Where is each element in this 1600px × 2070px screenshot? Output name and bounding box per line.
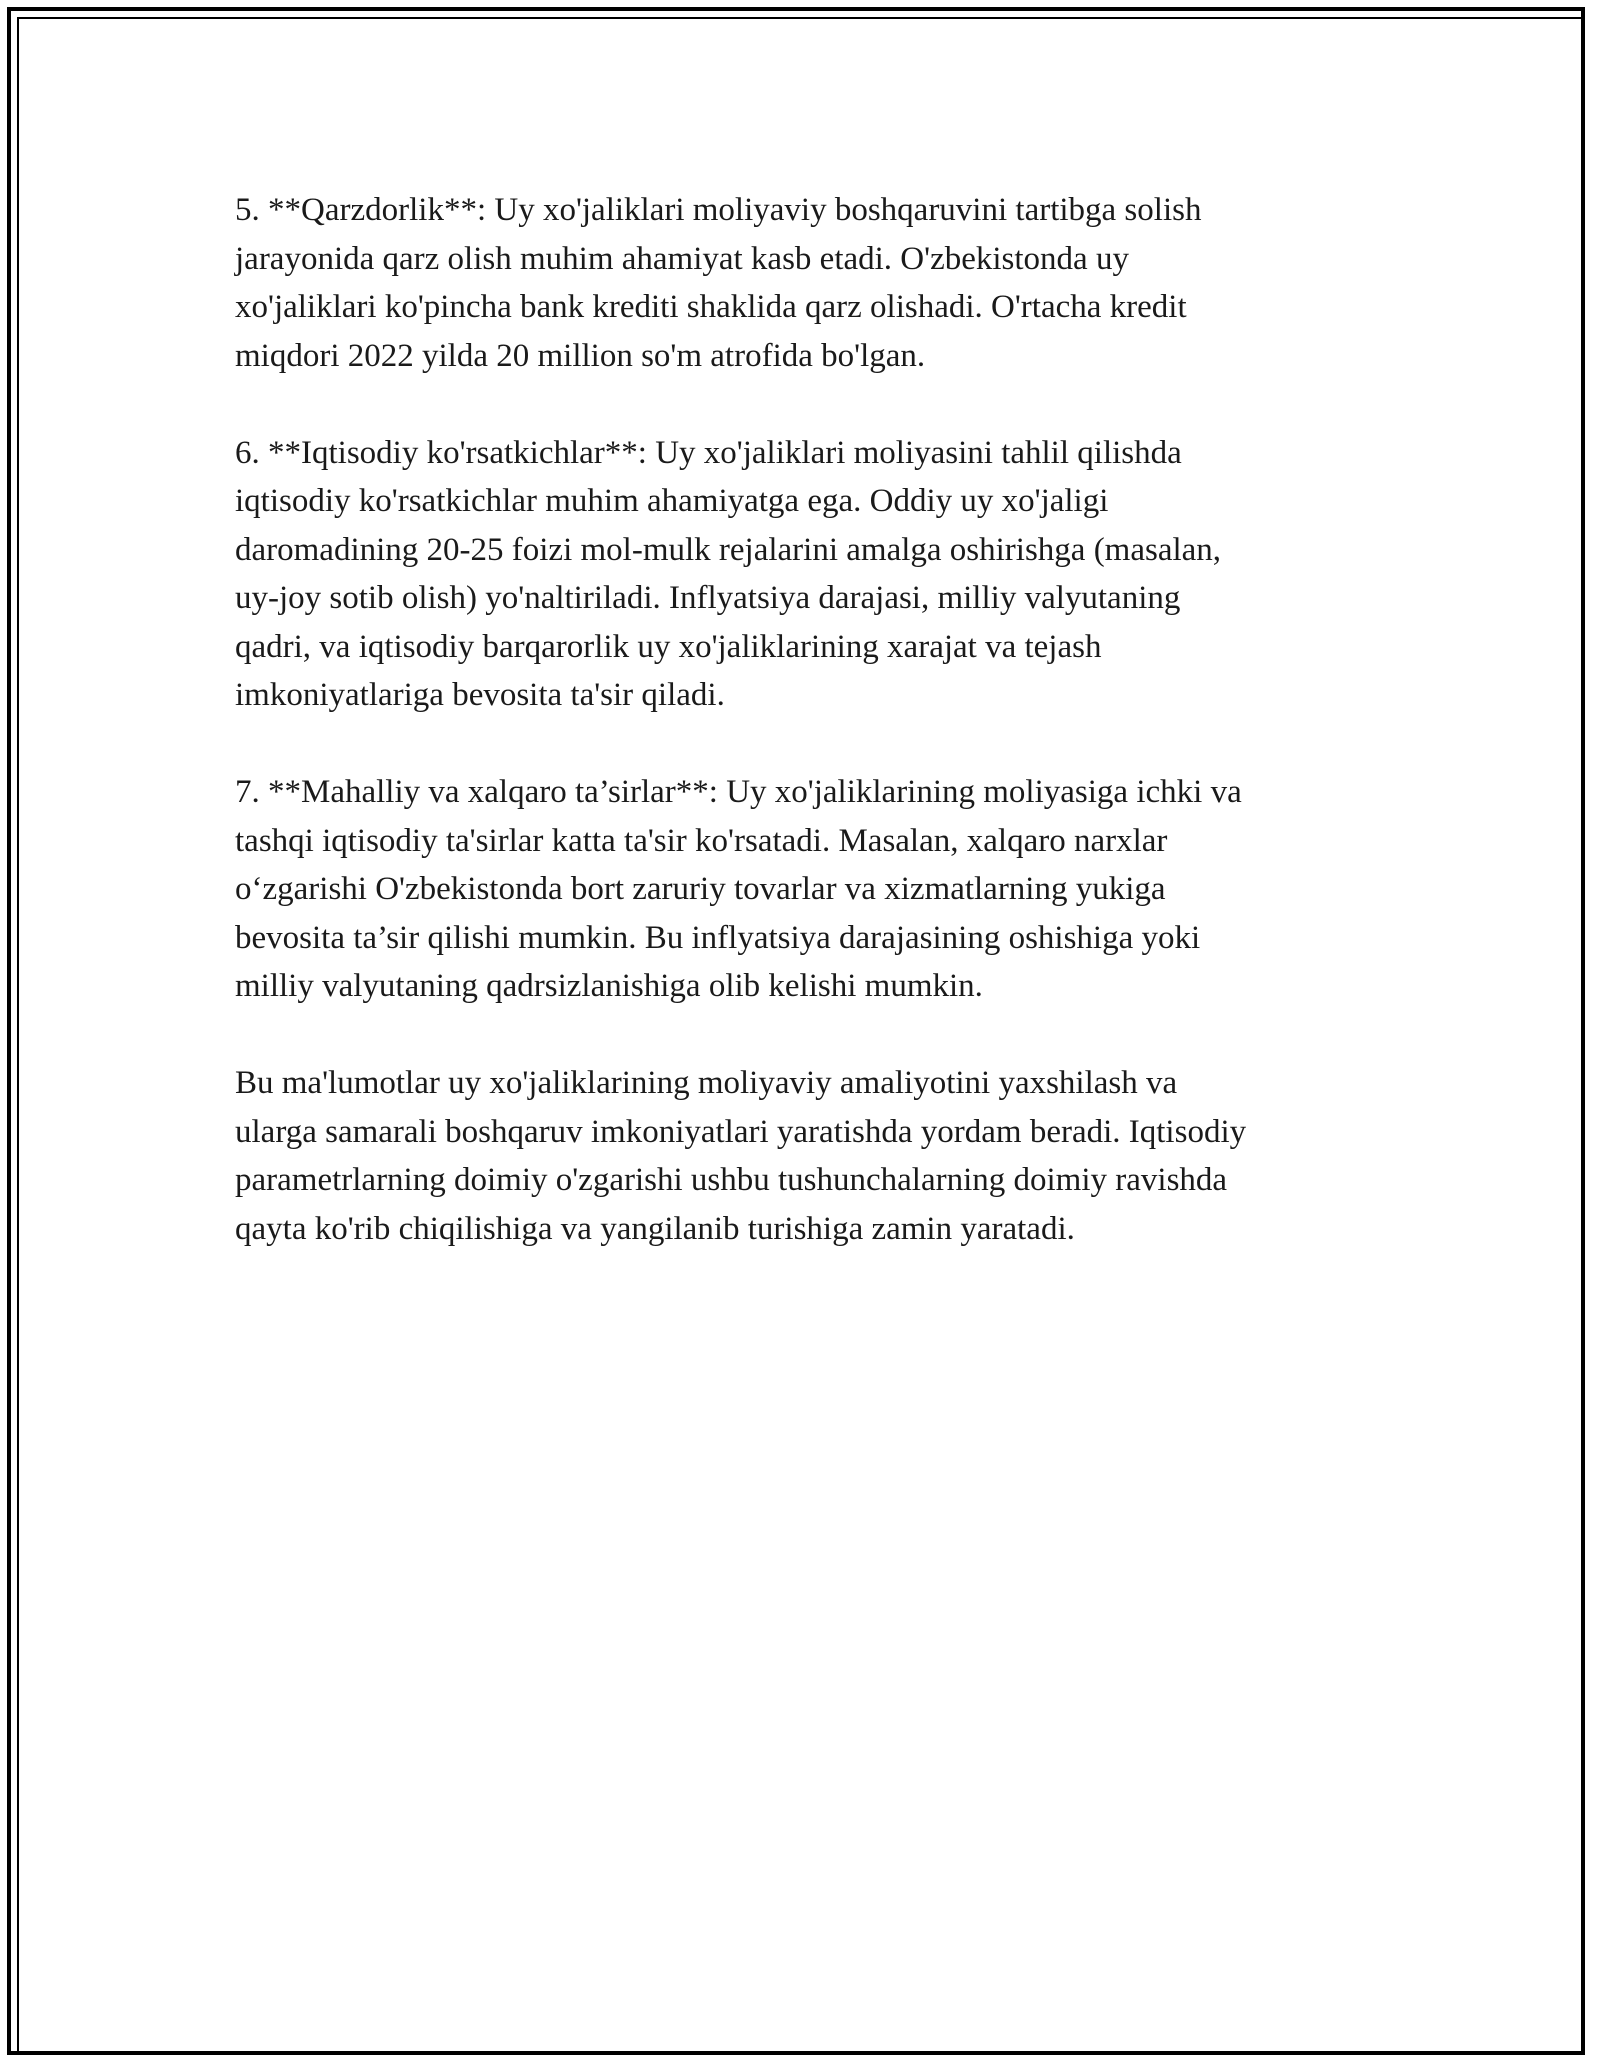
text-line: iqtisodiy ko'rsatkichlar muhim ahamiyatga ega. Oddiy uy xo'jaligi	[235, 483, 1109, 519]
text-line: ularga samarali boshqaruv imkoniyatlari yaratishda yordam beradi. Iqtisodiy	[235, 1113, 1247, 1150]
document-body	[235, 186, 1385, 1302]
text-line: jarayonida qarz olish muhim ahamiyat kasb etadi. O'zbekistonda uy	[235, 240, 1129, 277]
paragraph-mahalliy-xalqaro	[235, 768, 1385, 1011]
text-line: milliy valyutaning qadrsizlanishiga olib kelishi mumkin.	[235, 968, 983, 1004]
text-line: 7. **Mahalliy va xalqaro ta’sirlar**: Uy xo'jaliklarining moliyasiga ichki va	[235, 774, 1242, 810]
text-line: o‘zgarishi O'zbekistonda bort zaruriy tovarlar va xizmatlarning yukiga	[235, 871, 1166, 907]
text-line: xo'jaliklari ko'pincha bank krediti shaklida qarz olishadi. O'rtacha kredit	[235, 289, 1187, 325]
text-line: bevosita ta’sir qilishi mumkin. Bu inflyatsiya darajasining oshishiga yoki	[235, 919, 1201, 956]
text-line: 6. **Iqtisodiy ko'rsatkichlar**: Uy xo'jaliklari moliyasini tahlil qilishda	[235, 434, 1182, 471]
text-line: Bu ma'lumotlar uy xo'jaliklarining moliyaviy amaliyotini yaxshilash va	[235, 1065, 1178, 1101]
paragraph-conclusion	[235, 1059, 1385, 1253]
text-line: qadri, va iqtisodiy barqarorlik uy xo'jaliklarining xarajat va tejash	[235, 628, 1102, 665]
paragraph-iqtisodiy-korsatkichlar	[235, 429, 1385, 720]
text-line: 5. **Qarzdorlik**: Uy xo'jaliklari moliyaviy boshqaruvini tartibga solish	[235, 192, 1202, 228]
text-line: miqdori 2022 yilda 20 million so'm atrofida bo'lgan.	[235, 337, 926, 374]
text-line: qayta ko'rib chiqilishiga va yangilanib turishiga zamin yaratadi.	[235, 1210, 1075, 1247]
paragraph-qarzdorlik	[235, 186, 1385, 380]
text-line: uy-joy sotib olish) yo'naltiriladi. Inflyatsiya darajasi, milliy valyutaning	[235, 580, 1181, 616]
text-line: imkoniyatlariga bevosita ta'sir qiladi.	[235, 677, 725, 713]
text-line: daromadining 20-25 foizi mol-mulk rejalarini amalga oshirishga (masalan,	[235, 531, 1222, 568]
text-line: parametrlarning doimiy o'zgarishi ushbu tushunchalarning doimiy ravishda	[235, 1162, 1228, 1198]
text-line: tashqi iqtisodiy ta'sirlar katta ta'sir ko'rsatadi. Masalan, xalqaro narxlar	[235, 822, 1168, 859]
